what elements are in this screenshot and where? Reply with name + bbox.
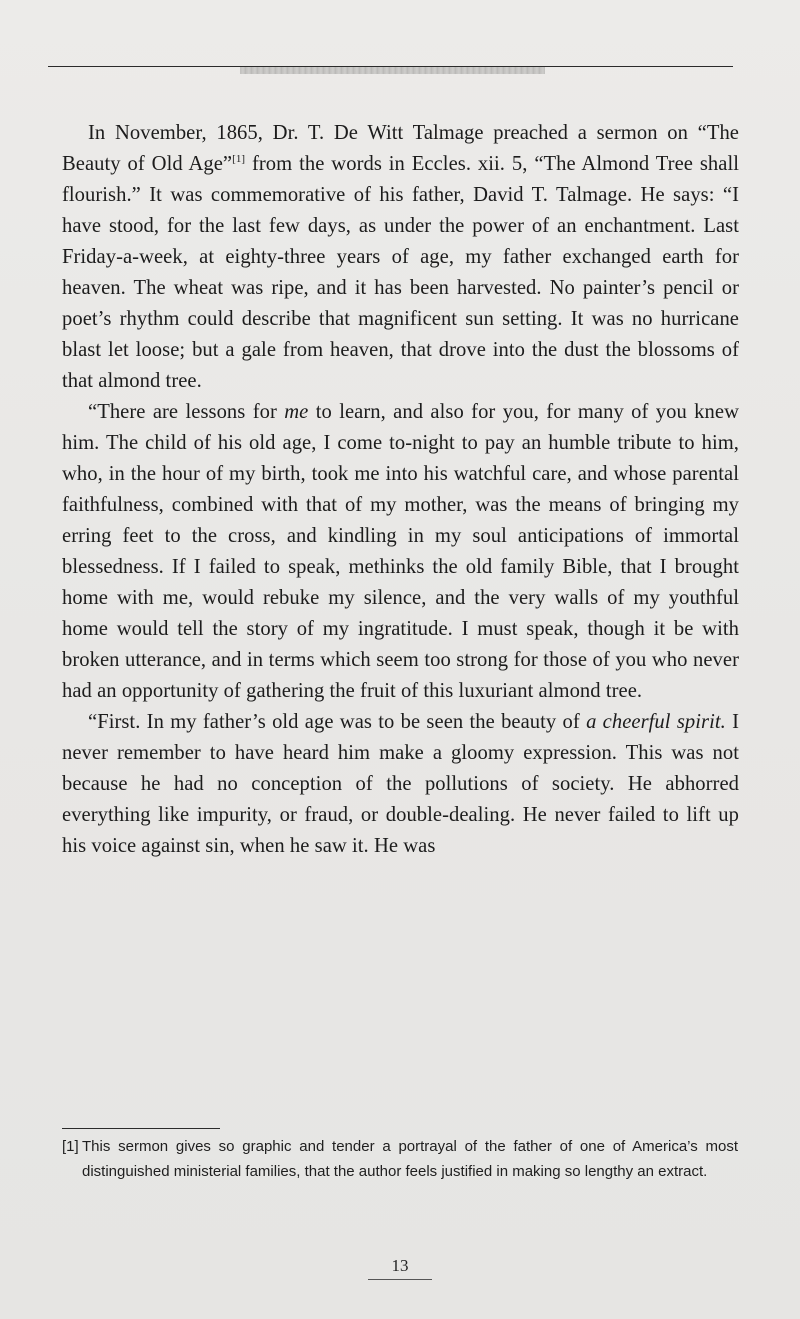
paragraph-1-text-continued: from the words in Eccles. xii. 5, “The Almond Tree shall flourish.” It was commemorative of his father, David T. Talmage. He says: “I have stood, for the last few days, as under the power of an enchantment. Last Friday-a-week, at eighty-three years of age, my father exchanged earth for heaven. The wheat was ripe, and it has been harvested. No painter’s pencil or poet’s rhythm could describe that magnificent sun setting. It was no hurricane blast let loose; but a gale from heaven, that drove into the dust the blossoms of that almond tree. (62, 153, 739, 392)
paragraph-2-text: “There are lessons for (88, 401, 285, 423)
footnote (62, 1134, 738, 1184)
footnote-text: This sermon gives so graphic and tender a portrayal of the father of one of America’s most distinguished ministerial families, that the author feels justified in making so lengthy an extract. (82, 1138, 738, 1180)
footnote-rule (62, 1128, 220, 1129)
emphasis-me: me (284, 401, 309, 423)
paragraph-2-text-continued: to learn, and also for you, for many of you knew him. The child of his old age, I come to-night to pay an humble tribute to him, who, in the hour of my birth, took me into his watchful care, and whose parental faithfulness, combined with that of my mother, was the means of bringing my erring feet to the cross, and kindling in my soul anticipations of immortal blessedness. If I failed to speak, methinks the old family Bible, that I brought home with me, would rebuke my silence, and the very walls of my youthful home would tell the story of my ingratitude. I must speak, though it be with broken utterance, and in terms which seem too strong for those of you who never had an opportunity of gathering the fruit of this luxuriant almond tree. (62, 401, 739, 702)
emphasis-cheerful-spirit: a cheerful spirit. (586, 711, 726, 733)
page-number-rule (368, 1279, 432, 1280)
paragraph-1-text: In November, 1865, Dr. T. De Witt Talmage preached a sermon on “The Beauty of Old Age” (62, 122, 739, 175)
paragraph-3-text: “First. In my father’s old age was to be seen the beauty of (88, 711, 587, 733)
footnote-reference[interactable]: [1] (232, 153, 246, 166)
paragraph-1 (62, 118, 739, 397)
body-text (62, 118, 739, 862)
header-band (240, 67, 545, 74)
paragraph-3-text-continued: I never remember to have heard him make a gloomy expression. This was not because he had no conception of the pollutions of society. He abhorred everything like impurity, or fraud, or double-dealing. He never failed to lift up his voice against sin, when he saw it. He was (62, 711, 739, 857)
paragraph-2 (62, 397, 739, 707)
paragraph-3 (62, 707, 739, 862)
page-number: 13 (391, 1256, 409, 1275)
footnote-mark: [1] (62, 1138, 79, 1155)
